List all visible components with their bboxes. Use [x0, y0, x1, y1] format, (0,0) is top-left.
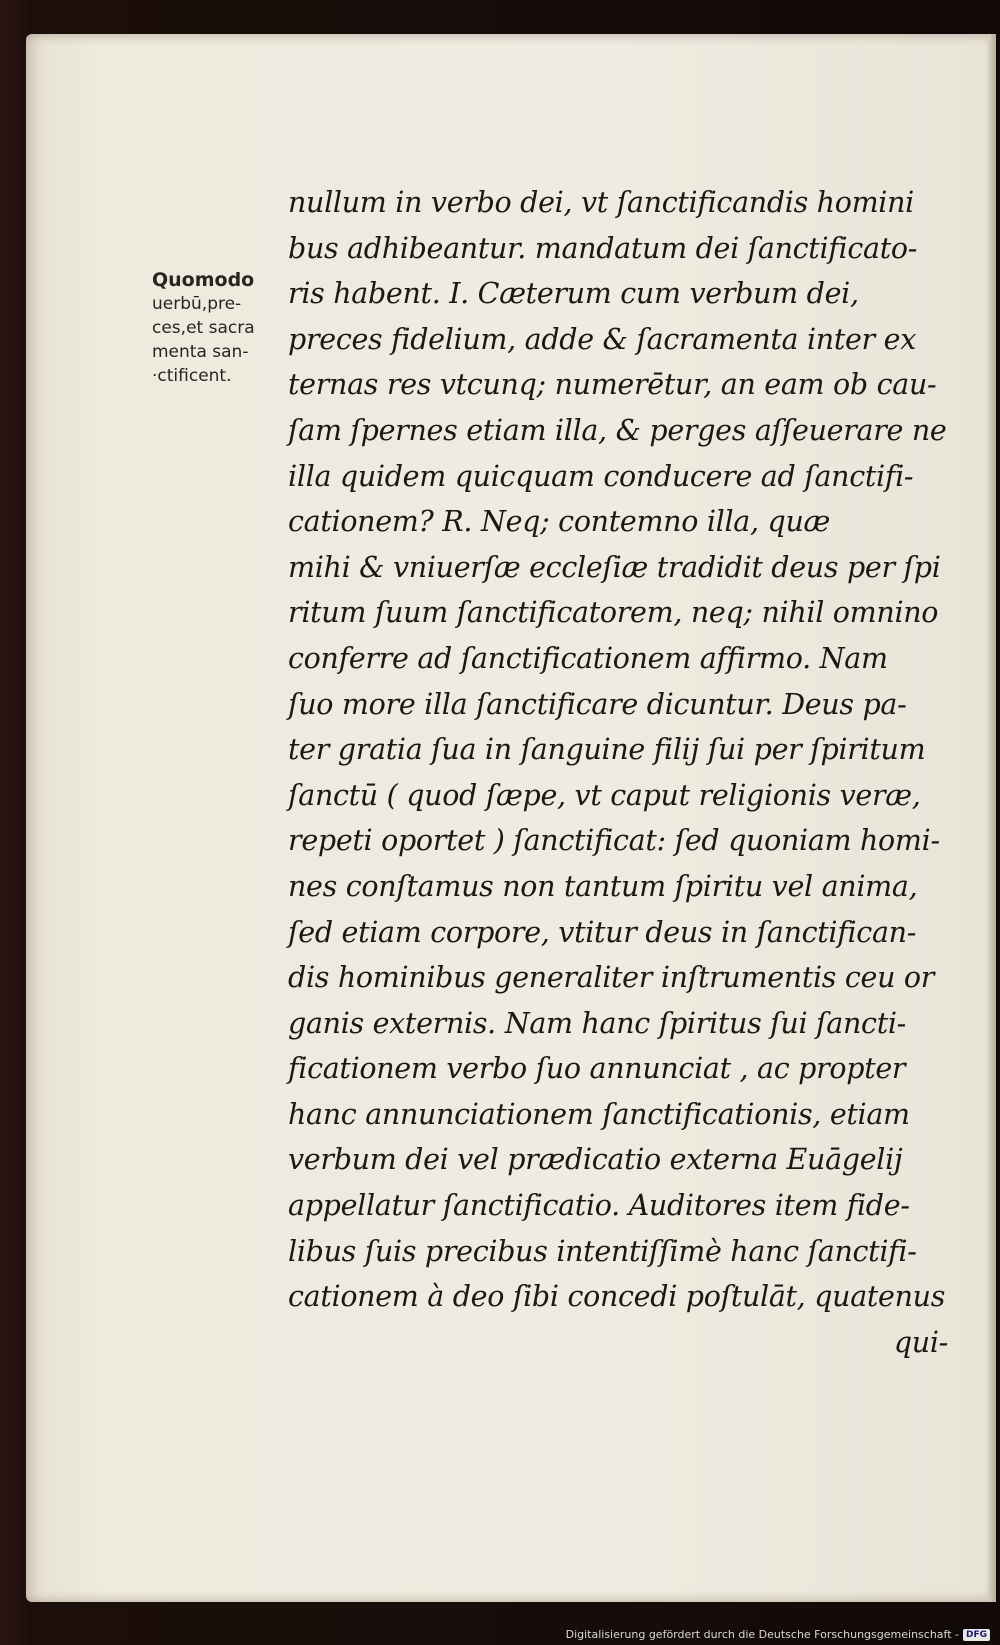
- text-line: nes conſtamus non tantum ſpiritu vel anima,: [288, 869, 918, 903]
- text-line: ſuo more illa ſanctificare dicuntur. Deus pa-: [288, 687, 907, 721]
- text-line: libus ſuis precibus intentiſſimè hanc ſanctifi-: [288, 1234, 917, 1268]
- text-line: mihi & vniuerſæ eccleſiæ tradidit deus per ſpi: [288, 550, 941, 584]
- text-line: ter gratia ſua in ſanguine filij ſui per ſpiritum: [288, 733, 926, 767]
- text-line: illa quidem quicquam conducere ad ſanctifi-: [288, 459, 914, 493]
- text-line: preces fidelium, adde & ſacramenta inter ex: [288, 322, 916, 356]
- dfg-logo-icon: DFG: [963, 1629, 990, 1641]
- text-line: cationem à deo ſibi concedi poſtulāt, quatenus: [288, 1280, 946, 1314]
- text-line: verbum dei vel prædicatio externa Euāgelij: [288, 1143, 903, 1177]
- text-line: repeti oportet ) ſanctificat: ſed quoniam homi-: [288, 824, 940, 858]
- digitization-credit: [566, 1628, 990, 1641]
- marginal-note-line: ·ctificent.: [152, 366, 232, 386]
- text-line: appellatur ſanctificatio. Auditores item fide-: [288, 1189, 910, 1223]
- marginal-note: [152, 268, 280, 388]
- marginal-note-line: menta san-: [152, 342, 249, 362]
- text-line: cationem? R. Neq; contemno illa, quæ: [288, 505, 830, 539]
- main-text-block: [288, 180, 968, 1365]
- text-line: ſed etiam corpore, vtitur deus in ſanctifican-: [288, 915, 917, 949]
- text-line: ficationem verbo ſuo annunciat , ac propter: [288, 1052, 906, 1086]
- text-line: bus adhibeantur. mandatum dei ſanctificato-: [288, 231, 918, 265]
- text-line: nullum in verbo dei, vt ſanctificandis homini: [288, 186, 914, 219]
- text-line: conferre ad ſanctificationem affirmo. Nam: [288, 641, 888, 675]
- credit-text: Digitalisierung gefördert durch die Deutsche Forschungsgemeinschaft -: [565, 1628, 959, 1641]
- marginal-note-line: uerbū,pre-: [152, 294, 242, 314]
- text-line: ganis externis. Nam hanc ſpiritus ſui ſancti-: [288, 1006, 906, 1040]
- catchword: qui-: [893, 1325, 948, 1359]
- marginal-note-line: ces,et sacra: [152, 318, 255, 338]
- text-line: ris habent. I. Cæterum cum verbum dei,: [288, 277, 859, 311]
- text-line: dis hominibus generaliter inſtrumentis ceu or: [288, 961, 935, 995]
- page-gutter-shadow: [988, 34, 996, 1602]
- text-line: ternas res vtcunq; numerētur, an eam ob cau-: [288, 368, 937, 402]
- text-line: ſanctū ( quod ſæpe, vt caput religionis veræ,: [288, 778, 921, 812]
- text-line: ritum ſuum ſanctificatorem, neq; nihil omnino: [288, 596, 939, 630]
- text-line: ſam ſpernes etiam illa, & perges aſſeuerare ne: [288, 413, 947, 447]
- marginal-note-line: Quomodo: [152, 269, 255, 291]
- text-line: hanc annunciationem ſanctificationis, etiam: [288, 1097, 910, 1131]
